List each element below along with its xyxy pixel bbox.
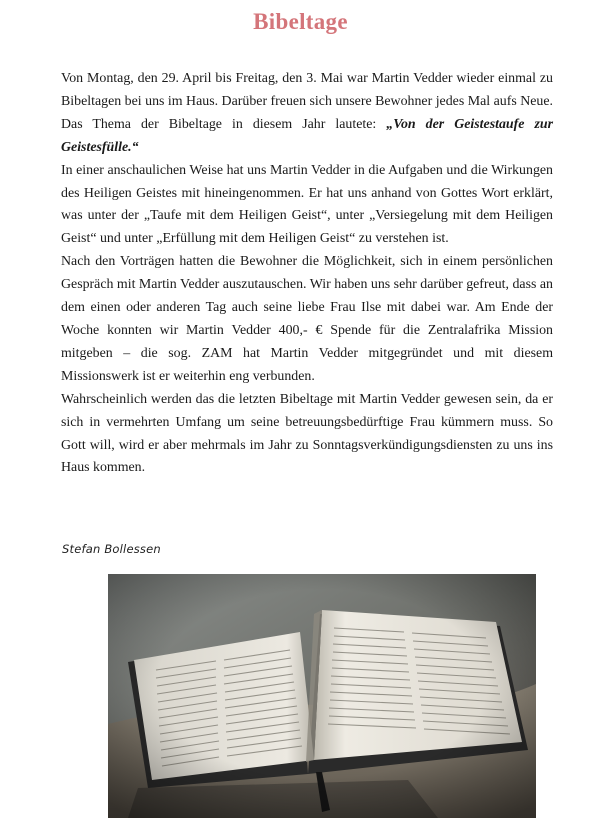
paragraph-intro (61, 68, 553, 160)
paragraph-outlook: Wahrscheinlich werden das die letzten Bibeltage mit Martin Vedder gewesen sein, da er sich in vermehrten Umfang um seine betreuungsbedürftige Frau kümmern muss. So Gott will, wird er aber mehrmals im Jahr zu Sonntagsverkündigungsdiensten zu uns ins Haus kommen. (61, 391, 553, 476)
paragraph-intro-text: Von Montag, den 29. April bis Freitag, den 3. Mai war Martin Vedder wieder einmal zu Bibeltagen bei uns im Haus. Darüber freuen sich unsere Bewohner jedes Mal aufs Neue. Das Thema der Bibeltage in diesem Jahr lautete: (61, 71, 553, 132)
paragraph-teaching: In einer anschaulichen Weise hat uns Martin Vedder in die Aufgaben und die Wirkungen des Heiligen Geistes mit hineingenommen. Er hat uns anhand von Gottes Wort erklärt, was unter der „Taufe mit dem Heiligen Geist“, unter „Versiegelung mit dem Heiligen Geist“ und unter „Erfüllung mit dem Heiligen Geist“ zu verstehen ist. (61, 162, 553, 247)
page-title: Bibeltage (253, 9, 348, 34)
paragraph-conversations: Nach den Vorträgen hatten die Bewohner die Möglichkeit, sich in einem persönlichen Gespräch mit Martin Vedder auszutauschen. Wir haben uns sehr darüber gefreut, dass an dem einen oder anderen Tag auch seine liebe Frau Ilse mit dabei war. Am Ende der Woche konnten wir Martin Vedder 400,- € Spende für die Zentralafrika Mission mitgeben – die sog. ZAM hat Martin Vedder mitgegründet und mit diesem Missionswerk ist er weiterhin eng verbunden. (61, 254, 553, 384)
theme-quote: „Von der Geistestaufe zur Geistesfülle.“ (61, 116, 553, 155)
open-bible-photo (108, 574, 536, 818)
article-body (61, 68, 553, 480)
signature: Stefan Bollessen (62, 542, 161, 556)
